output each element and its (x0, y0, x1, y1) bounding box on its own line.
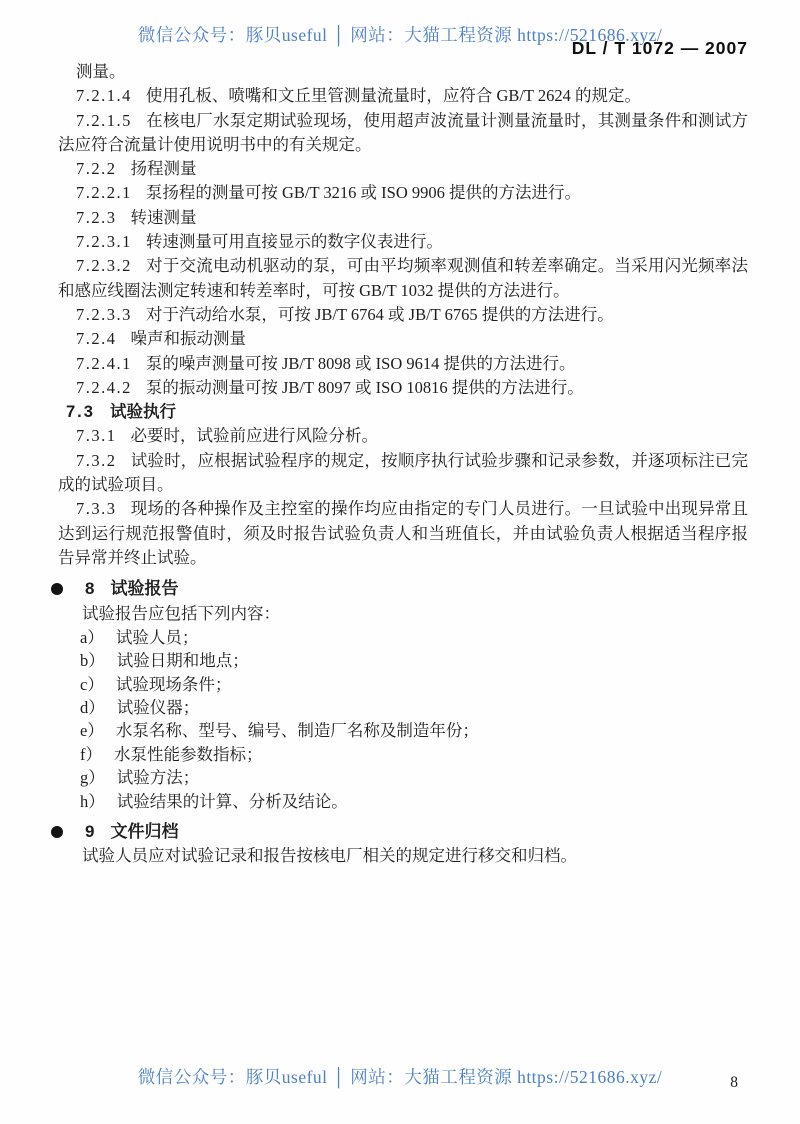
list-text: 试验方法； (116, 768, 200, 788)
clause-number: 7.2.1.4 (76, 86, 132, 106)
clause-number: 7.2.4.1 (76, 353, 132, 373)
clause-number: 7.2.1.5 (76, 110, 132, 130)
section-heading-8 (58, 577, 748, 601)
clause-text: 噪声和振动测量 (130, 329, 246, 349)
list-label: a） (80, 627, 104, 647)
list-item-b (58, 649, 748, 672)
heading-7.3 (58, 400, 748, 424)
list-item-g (58, 766, 748, 789)
clause-text: 泵的振动测量可按 JB/T 8097 或 ISO 10816 提供的方法进行。 (145, 377, 584, 397)
list-text: 水泵名称、型号、编号、制造厂名称及制造年份； (115, 721, 479, 741)
page-number: 8 (730, 1074, 738, 1091)
clause-text: 在核电厂水泵定期试验现场，使用超声波流量计测量流量时，其测量条件和测试方法应符合流量计使用说明书中的有关规定。 (58, 110, 748, 154)
list-text: 试验人员； (115, 627, 199, 647)
paragraph-continuation (58, 60, 748, 84)
clause-text: 现场的各种操作及主控室的操作均应由指定的专门人员进行。一旦试验中出现异常且达到运行规范报警值时，须及时报告试验负责人和当班值长，并由试验负责人根据适当程序报告异常并终止试验。 (58, 499, 748, 567)
list-label: h） (80, 791, 105, 811)
clause-7.3.1 (58, 424, 748, 448)
list-label: c） (80, 674, 104, 694)
footer-watermark: 微信公众号：豚贝useful │ 网站：大猫工程资源 https://521686.xyz/ (137, 1067, 663, 1087)
list-text: 水泵性能参数指标； (114, 744, 263, 764)
section-title: 文件归档 (110, 822, 179, 842)
clause-text: 扬程测量 (130, 159, 197, 179)
list-label: g） (80, 768, 105, 788)
list-label: b） (80, 651, 105, 671)
list-text: 试验现场条件； (115, 674, 232, 694)
heading-title: 试验执行 (109, 403, 176, 422)
clause-7.2.1.5 (58, 109, 748, 158)
doc-number: DL / T 1072 — 2007 (571, 38, 748, 58)
clause-text: 使用孔板、喷嘴和文丘里管测量流量时，应符合 GB/T 2624 的规定。 (145, 86, 642, 106)
section-bullet-icon (51, 583, 63, 595)
clause-7.2.4.1 (58, 352, 748, 376)
clause-number: 7.3.3 (76, 499, 117, 519)
list-item-f (58, 743, 748, 766)
list-text: 试验日期和地点； (116, 651, 249, 671)
document-content (58, 60, 748, 869)
list-item-a (58, 626, 748, 649)
clause-7.2.3.3 (58, 303, 748, 327)
clause-7.2.3 (58, 206, 748, 230)
clause-7.2.4.2 (58, 376, 748, 400)
clause-number: 7.2.2 (76, 159, 117, 179)
paragraph-text: 试验人员应对试验记录和报告按核电厂相关的规定进行移交和归档。 (82, 846, 577, 866)
clause-number: 7.2.3.3 (76, 304, 132, 324)
clause-number: 7.2.3.1 (76, 232, 132, 252)
clause-7.3.2 (58, 449, 748, 498)
list-label: f） (80, 744, 102, 764)
list-item-h (58, 790, 748, 813)
clause-7.2.2.1 (58, 181, 748, 205)
clause-7.3.3 (58, 497, 748, 570)
clause-text: 泵的噪声测量可按 JB/T 8098 或 ISO 9614 提供的方法进行。 (145, 353, 576, 373)
clause-text: 必要时，试验前应进行风险分析。 (130, 426, 378, 446)
list-item-d (58, 696, 748, 719)
section-title: 试验报告 (110, 579, 179, 599)
paragraph-text: 试验报告应包括下列内容： (82, 603, 280, 623)
clause-text: 转速测量 (130, 207, 197, 227)
clause-7.2.2 (58, 157, 748, 181)
clause-number: 7.2.3 (76, 207, 117, 227)
list-text: 试验仪器； (116, 698, 200, 718)
clause-number: 7.3.1 (76, 426, 117, 446)
section-number: 8 (85, 579, 95, 599)
clause-7.2.3.1 (58, 230, 748, 254)
clause-number: 7.3.2 (76, 450, 117, 470)
section-heading-9 (58, 820, 748, 844)
clause-number: 7.2.3.2 (76, 256, 132, 276)
clause-7.2.1.4 (58, 84, 748, 108)
clause-text: 对于交流电动机驱动的泵，可由平均频率观测值和转差率确定。当采用闪光频率法和感应线圈法测定转速和转差率时，可按 GB/T 1032 提供的方法进行。 (58, 256, 748, 300)
clause-text: 泵扬程的测量可按 GB/T 3216 或 ISO 9906 提供的方法进行。 (145, 183, 581, 203)
section-number: 9 (85, 822, 95, 842)
list-item-e (58, 719, 748, 742)
paragraph-text: 测量。 (76, 62, 126, 81)
list-text: 试验结果的计算、分析及结论。 (116, 791, 348, 811)
clause-text: 对于汽动给水泵，可按 JB/T 6764 或 JB/T 6765 提供的方法进行。 (145, 304, 614, 324)
clause-number: 7.2.2.1 (76, 183, 132, 203)
list-label: e） (80, 721, 104, 741)
report-intro-paragraph (58, 602, 748, 626)
section-bullet-icon (51, 826, 63, 838)
clause-text: 转速测量可用直接显示的数字仪表进行。 (145, 232, 443, 252)
list-item-c (58, 673, 748, 696)
list-label: d） (80, 698, 105, 718)
clause-7.2.4 (58, 327, 748, 351)
clause-number: 7.2.4 (76, 329, 117, 349)
clause-number: 7.2.4.2 (76, 377, 132, 397)
clause-7.2.3.2 (58, 254, 748, 303)
clause-text: 试验时，应根据试验程序的规定，按顺序执行试验步骤和记录参数，并逐项标注已完成的试验项目。 (58, 450, 748, 495)
header-watermark: 微信公众号：豚贝useful │ 网站：大猫工程资源 https://521686.xyz/ (137, 25, 663, 45)
heading-number: 7.3 (66, 403, 95, 422)
archive-paragraph (58, 844, 748, 868)
